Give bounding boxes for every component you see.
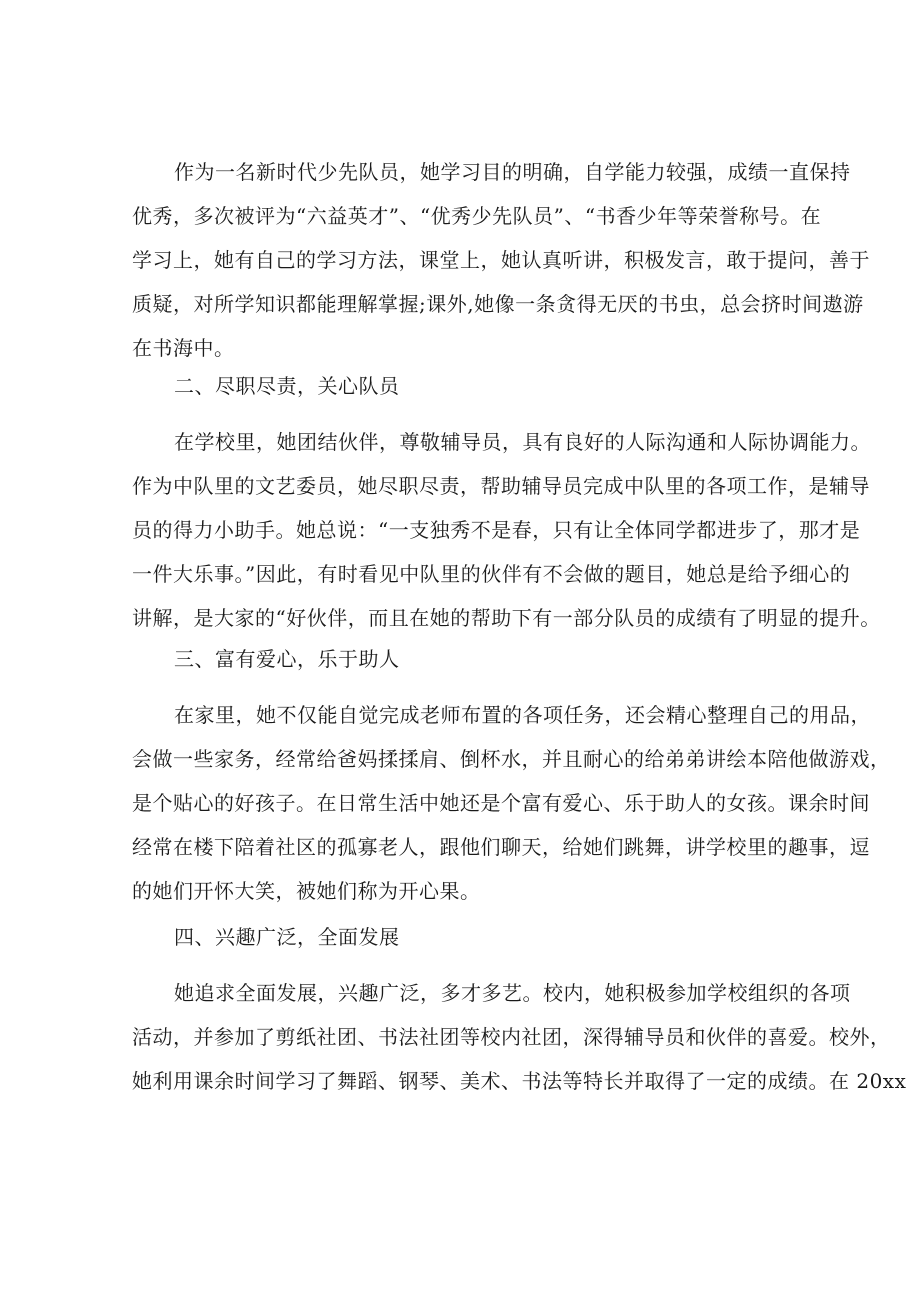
paragraph-4-line-1: 她追求全面发展，兴趣广泛，多才多艺。校内，她积极参加学校组织的各项 — [174, 981, 851, 1005]
paragraph-1-line-3: 学习上，她有自己的学习方法，课堂上，她认真听讲，积极发言，敢于提问，善于 — [132, 248, 870, 272]
paragraph-4-line-3: 她利用课余时间学习了舞蹈、钢琴、美术、书法等特长并取得了一定的成绩。在 20xx — [132, 1069, 907, 1093]
section-heading-2: 二、尽职尽责，关心队员 — [174, 374, 400, 398]
paragraph-2 — [132, 423, 881, 637]
paragraph-2-line-2: 作为中队里的文艺委员，她尽职尽责，帮助辅导员完成中队里的各项工作，是辅导 — [132, 474, 870, 498]
paragraph-3-line-1: 在家里，她不仅能自觉完成老师布置的各项任务，还会精心整理自己的用品， — [174, 703, 871, 727]
paragraph-1-line-4: 质疑，对所学知识都能理解掌握;课外,她像一条贪得无厌的书虫，总会挤时间遨游 — [132, 292, 864, 316]
paragraph-4 — [132, 974, 907, 1100]
paragraph-1-line-2: 优秀，多次被评为“六益英才”、“优秀少先队员”、“书香少年等荣誉称号。在 — [132, 204, 822, 228]
paragraph-2-line-3: 员的得力小助手。她总说：“一支独秀不是春，只有让全体同学都进步了，那才是 — [132, 518, 861, 542]
paragraph-1-line-1: 作为一名新时代少先队员，她学习目的明确，自学能力较强，成绩一直保持 — [174, 160, 851, 184]
paragraph-3-line-2: 会做一些家务，经常给爸妈揉揉肩、倒杯水，并且耐心的给弟弟讲绘本陪他做游戏， — [132, 747, 891, 771]
paragraph-3-line-5: 的她们开怀大笑，被她们称为开心果。 — [132, 879, 481, 903]
paragraph-3-line-3: 是个贴心的好孩子。在日常生活中她还是个富有爱心、乐于助人的女孩。课余时间 — [132, 791, 870, 815]
paragraph-2-line-5: 讲解，是大家的“好伙伴，而且在她的帮助下有一部分队员的成绩有了明显的提升。 — [132, 606, 881, 630]
paragraph-1 — [132, 153, 870, 367]
paragraph-3 — [132, 696, 891, 910]
paragraph-1-line-5: 在书海中。 — [132, 336, 235, 360]
paragraph-4-line-2: 活动，并参加了剪纸社团、书法社团等校内社团，深得辅导员和伙伴的喜爱。校外， — [132, 1025, 891, 1049]
section-heading-4: 四、兴趣广泛，全面发展 — [174, 925, 400, 949]
paragraph-2-line-1: 在学校里，她团结伙伴，尊敬辅导员，具有良好的人际沟通和人际协调能力。 — [174, 430, 871, 454]
paragraph-3-line-4: 经常在楼下陪着社区的孤寡老人，跟他们聊天，给她们跳舞，讲学校里的趣事，逗 — [132, 835, 870, 859]
section-heading-3: 三、富有爱心，乐于助人 — [174, 647, 400, 671]
paragraph-2-line-4: 一件大乐事。”因此，有时看见中队里的伙伴有不会做的题目，她总是给予细心的 — [132, 562, 851, 586]
